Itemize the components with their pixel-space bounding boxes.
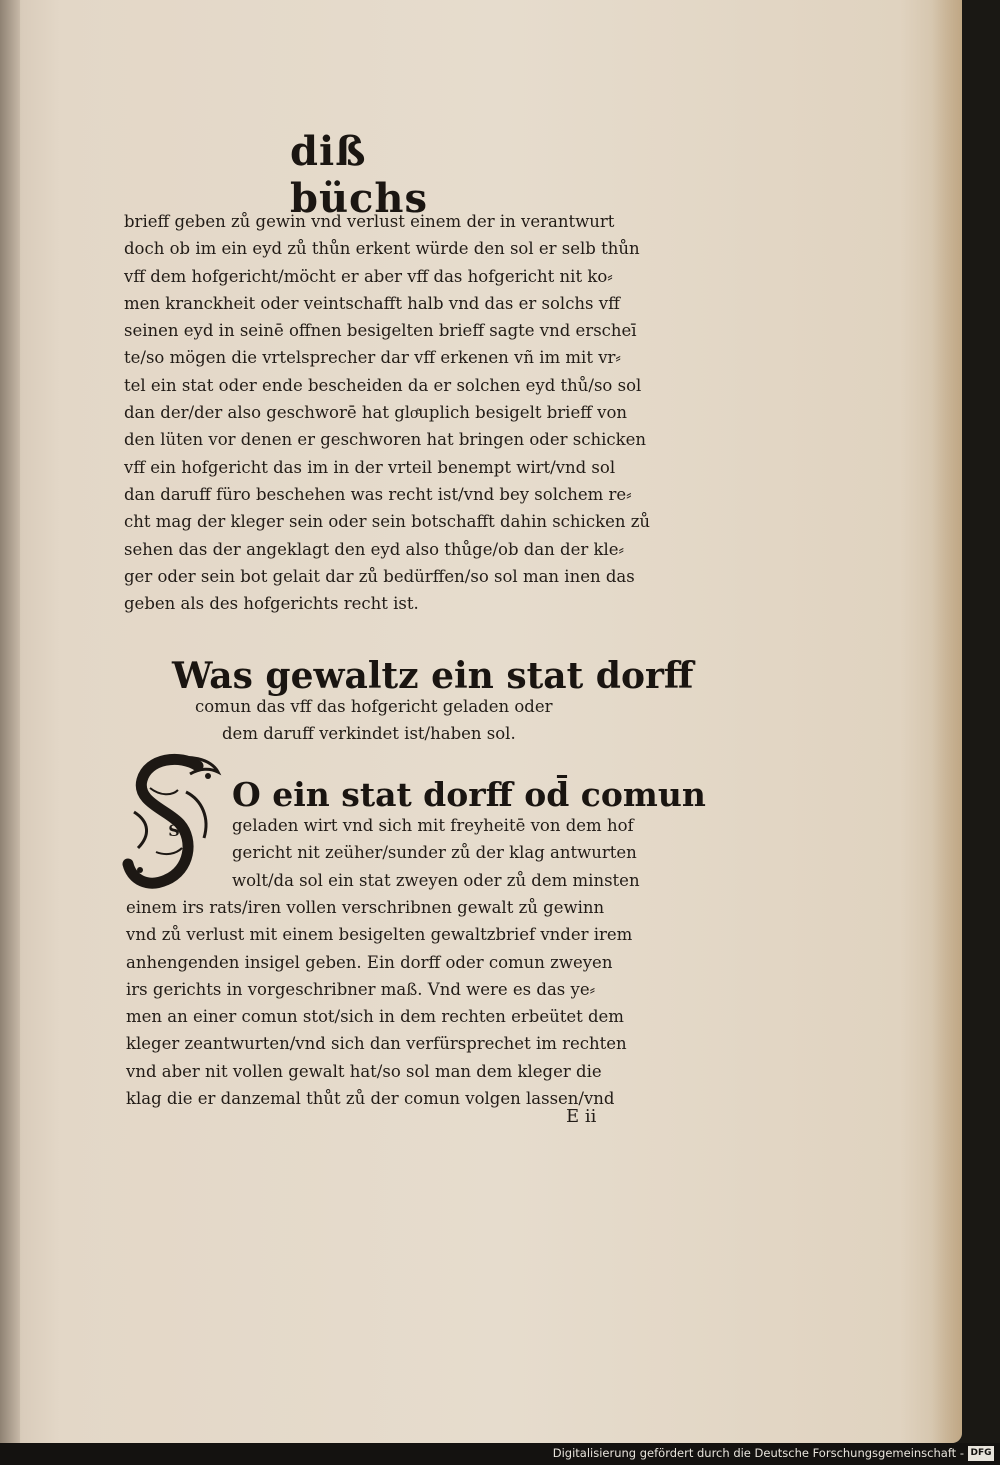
text-line: anhengenden insigel geben. Ein dorff oder comun zweyen <box>126 952 613 972</box>
paragraph-2-first-line: O ein stat dorff od̄ comun <box>232 775 706 814</box>
text-line: brieff geben zů gewin vnd verlust einem der in verantwurt <box>124 212 615 231</box>
paragraph-2 <box>126 894 632 1112</box>
page-edge-shading <box>932 0 962 1443</box>
text-line: einem irs rats/iren vollen verschribnen gewalt zů gewinn <box>126 898 605 917</box>
text-line: klag die er danzemal thůt zů der comun volgen lassen/vnd <box>126 1089 615 1109</box>
text-line: dan daruff füro beschehen was recht ist/vnd bey solchem re⸗ <box>124 484 632 504</box>
running-head: diß büchs <box>290 128 429 222</box>
text-line: vff dem hofgericht/möcht er aber vff das hofgericht nit ko⸗ <box>124 266 613 286</box>
text-line: tel ein stat oder ende bescheiden da er solchen eyd thů/so sol <box>124 375 642 395</box>
text-line: dan der/der also geschworē hat gloͤuplich besigelt brieff von <box>124 403 628 423</box>
text-line: geben als des hofgerichts recht ist. <box>124 594 419 614</box>
text-line: sehen das der angeklagt den eyd also thůge/ob dan der kle⸗ <box>124 539 625 559</box>
text-line: cht mag der kleger sein oder sein botschafft dahin schicken zů <box>124 512 651 532</box>
text-line: ger oder sein bot gelait dar zů bedürffen/so sol man inen das <box>124 566 635 586</box>
text-line: irs gerichts in vorgeschribner maß. Vnd were es das ye⸗ <box>126 979 596 999</box>
text-line: seinen eyd in seinē offnen besigelten brieff sagte vnd erscheī <box>124 321 637 341</box>
text-line: men an einer comun stot/sich in dem rechten erbeütet dem <box>126 1007 624 1027</box>
text-line: doch ob im ein eyd zů thůn erkent würde den sol er selb thůn <box>124 239 640 259</box>
text-line: kleger zeantwurten/vnd sich dan verfürsprechet im rechten <box>126 1034 627 1054</box>
text-line: men kranckheit oder veintschafft halb vnd das er solchs vff <box>124 293 620 313</box>
dfg-logo: DFG <box>968 1446 994 1461</box>
section-heading: Was gewaltz ein stat dorff <box>172 655 694 697</box>
section-subheading-line-1: comun das vff das hofgericht geladen oder <box>195 697 553 716</box>
text-line: vff ein hofgericht das im in der vrteil benempt wirt/vnd sol <box>124 457 616 477</box>
text-line: vnd zů verlust mit einem besigelten gewaltzbrief vnder irem <box>126 925 633 945</box>
text-line: gericht nit zeüher/sunder zů der klag antwurten <box>232 843 637 863</box>
footer-bar <box>0 1443 1000 1465</box>
paragraph-2-indented <box>232 812 640 894</box>
signature-mark: E ii <box>566 1106 597 1127</box>
text-line: vnd aber nit vollen gewalt hat/so sol man dem kleger die <box>126 1061 602 1081</box>
funding-credit: Digitalisierung gefördert durch die Deutsche Forschungsgemeinschaft - <box>552 1446 964 1460</box>
text-line: den lüten vor denen er geschworen hat bringen oder schicken <box>124 430 647 450</box>
initial-letter: S <box>168 821 180 840</box>
text-line: geladen wirt vnd sich mit freyheitē von dem hof <box>232 816 634 835</box>
text-line: wolt/da sol ein stat zweyen oder zů dem minsten <box>232 870 640 890</box>
decorated-initial-s-icon <box>120 752 228 897</box>
section-subheading-line-2: dem daruff verkindet ist/haben sol. <box>222 724 516 743</box>
paragraph-1 <box>124 208 650 617</box>
text-line: te/so mögen die vrtelsprecher dar vff erkenen vñ im mit vr⸗ <box>124 348 621 368</box>
